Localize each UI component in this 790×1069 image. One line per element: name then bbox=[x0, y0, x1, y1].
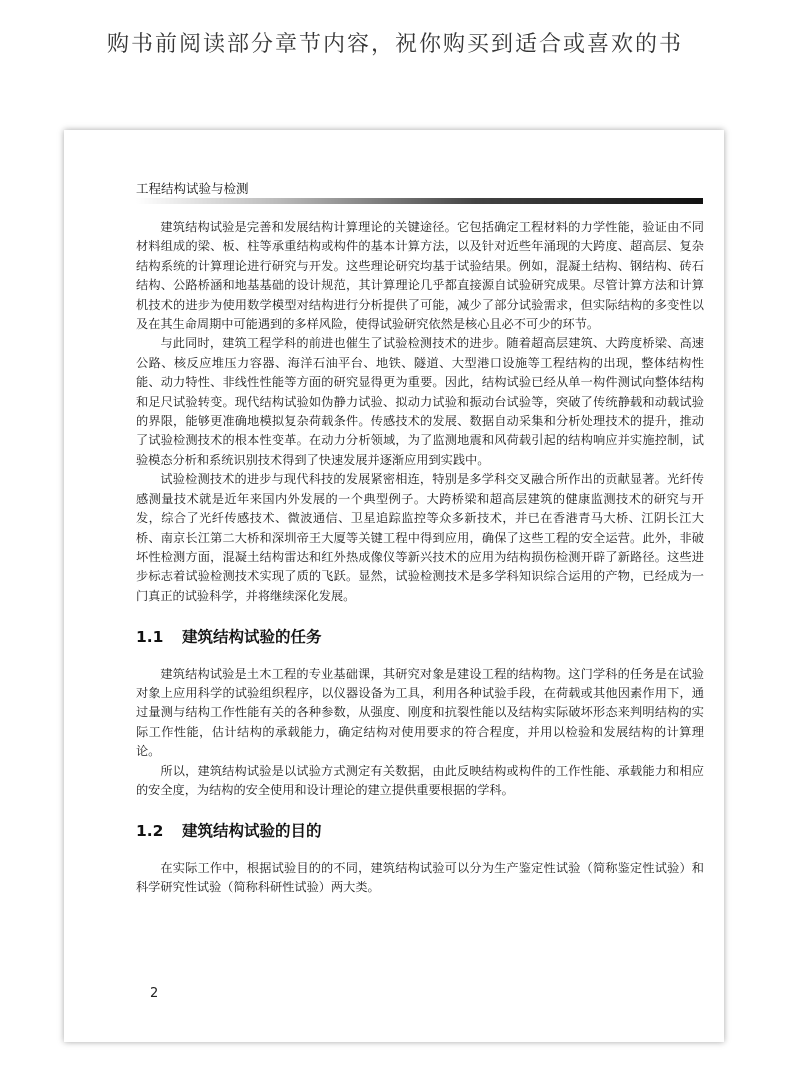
page-number: 2 bbox=[150, 986, 159, 1001]
intro-paragraph-3: 试验检测技术的进步与现代科技的发展紧密相连，特别是多学科交叉融合所作出的贡献显著。光纤传感测量技术就是近年来国内外发展的一个典型例子。大跨桥梁和超高层建筑的健康监测技术的研究与开发，综合了光纤传感技术、微波通信、卫星追踪监控等众多新技术，并已在香港青马大桥、江阴长江大桥、南京长江第二大桥和深圳帝王大厦等关键工程中得到应用，确保了这些工程的安全运营。此外，非破坏性检测方面，混凝土结构雷达和红外热成像仪等新兴技术的应用为结构损伤检测开辟了新路径。这些进步标志着试验检测技术实现了质的飞跃。显然，试验检测技术是多学科知识综合运用的产物，已经成为一门真正的试验科学，并将继续深化发展。 bbox=[136, 472, 704, 603]
section-title: 建筑结构试验的目的 bbox=[182, 822, 322, 841]
section-number: 1.1 bbox=[136, 628, 164, 647]
section-1-1-paragraph-1: 建筑结构试验是土木工程的专业基础课，其研究对象是建设工程的结构物。这门学科的任务是在试验对象上应用科学的试验组织程序，以仪器设备为工具，利用各种试验手段，在荷载或其他因素作用下，通过量测与结构工作性能有关的各种参数，从强度、刚度和抗裂性能以及结构实际破坏形态来判明结构的实际工作性能，估计结构的承载能力，确定结构对使用要求的符合程度，并用以检验和发展结构的计算理论。 bbox=[136, 666, 704, 759]
section-1-1-paragraph-2: 所以，建筑结构试验是以试验方式测定有关数据，由此反映结构或构件的工作性能、承载能力和相应的安全度，为结构的安全使用和设计理论的建立提供重要根据的学科。 bbox=[136, 763, 704, 797]
intro-paragraph-1: 建筑结构试验是完善和发展结构计算理论的关键途径。它包括确定工程材料的力学性能，验证由不同材料组成的梁、板、柱等承重结构或构件的基本计算方法，以及针对近些年涌现的大跨度、超高层、复杂结构系统的计算理论进行研究与开发。这些理论研究均基于试验结果。例如，混凝土结构、钢结构、砖石结构、公路桥涵和地基基础的设计规范，其计算理论几乎都直接源自试验研究成果。尽管计算方法和计算机技术的进步为使用数学模型对结构进行分析提供了可能，减少了部分试验需求，但实际结构的多变性以及在其生命周期中可能遇到的多样风险，使得试验研究依然是核心且必不可少的环节。 bbox=[136, 220, 704, 332]
running-head: 工程结构试验与检测 bbox=[136, 181, 249, 196]
section-heading-1-1 bbox=[136, 628, 704, 647]
page-body bbox=[136, 218, 704, 898]
book-page bbox=[64, 130, 724, 1042]
banner-caption: 购书前阅读部分章节内容，祝你购买到适合或喜欢的书 bbox=[106, 32, 683, 57]
intro-paragraph-2: 与此同时，建筑工程学科的前进也催生了试验检测技术的进步。随着超高层建筑、大跨度桥梁、高速公路、核反应堆压力容器、海洋石油平台、地铁、隧道、大型港口设施等工程结构的出现，整体结构性能、动力特性、非线性性能等方面的研究显得更为重要。因此，结构试验已经从单一构件测试向整体结构和足尺试验转变。现代结构试验如伪静力试验、拟动力试验和振动台试验等，突破了传统静载和动载试验的界限，能够更准确地模拟复杂荷载条件。传感技术的发展、数据自动采集和分析处理技术的提升，推动了试验检测技术的根本性变革。在动力分析领域，为了监测地震和风荷载引起的结构响应并实施控制，试验模态分析和系统识别技术得到了快速发展并逐渐应用到实践中。 bbox=[136, 336, 704, 467]
header-rule bbox=[136, 198, 703, 204]
section-1-2-paragraph-1: 在实际工作中，根据试验目的的不同，建筑结构试验可以分为生产鉴定性试验（简称鉴定性试验）和科学研究性试验（简称科研性试验）两大类。 bbox=[136, 860, 704, 895]
section-title: 建筑结构试验的任务 bbox=[182, 628, 322, 647]
section-heading-1-2 bbox=[136, 822, 704, 841]
section-number: 1.2 bbox=[136, 822, 164, 841]
